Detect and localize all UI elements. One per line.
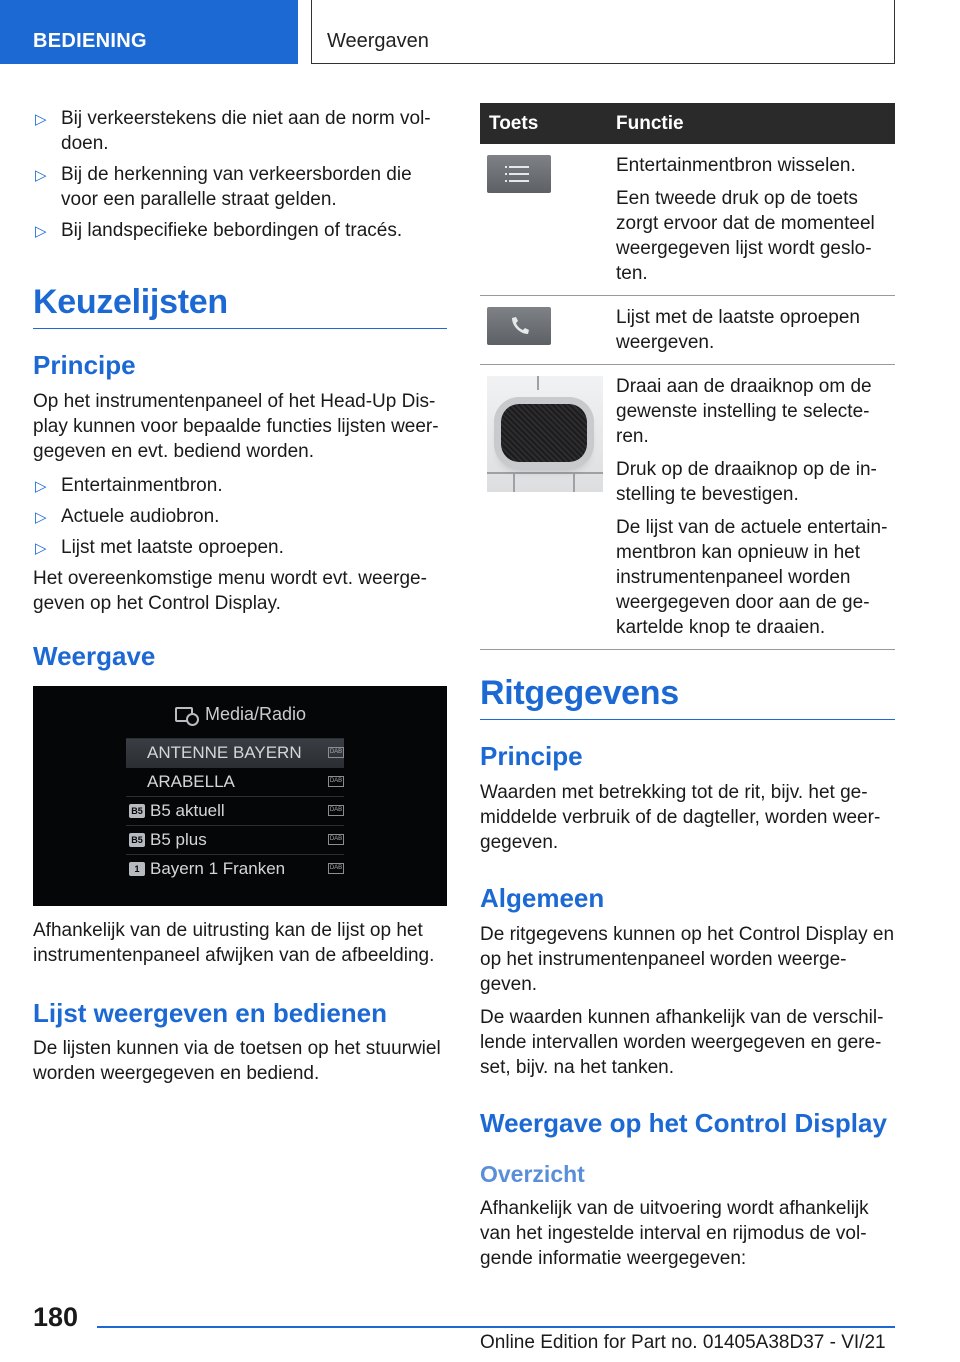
function-cell: Lijst met de laatste oproepen weergeven. — [616, 307, 860, 353]
heading-keuzelijsten: Keuzelijsten — [33, 283, 447, 329]
station-list — [126, 738, 344, 883]
table-row — [480, 144, 895, 296]
key-cell — [480, 374, 616, 640]
heading-weergave: Weergave — [33, 641, 156, 671]
key-function-table — [480, 103, 895, 650]
list-item: ▷ Bij verkeerstekens die niet aan de norm vol-doen. — [35, 108, 431, 154]
section-tab: BEDIENING — [0, 0, 298, 64]
heading-algemeen: Algemeen — [480, 883, 605, 913]
list-item: ▷ Bij de herkenning van verkeersborden die voor een parallelle straat gelden. — [35, 164, 412, 210]
left-column — [33, 106, 447, 249]
list-item: ▷ Entertainmentbron. — [33, 473, 447, 498]
algemeen-text-1: De ritgegevens kunnen op het Control Display en op het instrumentenpaneel worden weerge-geven. — [480, 924, 895, 995]
list-item: ▷ Bij landspecifieke bebordingen of tracés. — [33, 218, 447, 243]
station-row: B5 B5 aktuell DAB — [126, 796, 344, 825]
station-row: ANTENNE BAYERN DAB — [126, 738, 344, 767]
list-item: ▷ Actuele audiobron. — [33, 504, 447, 529]
station-logo-icon: 1 — [129, 862, 145, 876]
lijst-text: De lijsten kunnen via de toetsen op het stuurwiel worden weergegeven en bediend. — [33, 1038, 441, 1084]
menu-text: Het overeenkomstige menu wordt evt. weerge-geven op het Control Display. — [33, 568, 427, 614]
column-header-key: Toets — [489, 112, 539, 134]
heading-weergave-control-display: Weergave op het Control Display — [480, 1108, 887, 1138]
ritgegevens-section — [480, 741, 895, 1271]
dab-badge: DAB — [328, 747, 344, 758]
station-logo-icon: B5 — [129, 804, 145, 818]
algemeen-text-2: De waarden kunnen afhankelijk van de verschil-lende intervallen worden weergegeven en gere-set, bijv. na het tanken. — [480, 1007, 884, 1078]
triangle-bullet-icon: ▷ — [35, 223, 47, 240]
function-cell: Entertainmentbron wisselen. Een tweede druk op de toets zorgt ervoor dat de momenteel weergegeven lijst wordt geslo-ten. — [616, 155, 875, 284]
triangle-bullet-icon: ▷ — [35, 478, 47, 495]
figure-caption: Afhankelijk van de uitrusting kan de lijst op het instrumentenpaneel afwijken van de afbeelding. — [33, 920, 435, 966]
list-menu-icon — [487, 155, 551, 193]
station-row: B5 B5 plus DAB — [126, 825, 344, 854]
lijst-section — [33, 918, 447, 1086]
heading-lijst-weergeven: Lijst weergeven en bedienen — [33, 998, 387, 1028]
media-radio-screen — [33, 686, 447, 906]
principe-text: Op het instrumentenpaneel of het Head-Up Dis-play kunnen voor bepaalde functies lijsten weer-gegeven en evt. bediend worden. — [33, 391, 439, 462]
heading-principe-right: Principe — [480, 741, 583, 771]
heading-overzicht: Overzicht — [480, 1161, 585, 1187]
footer-edition: Online Edition for Part no. 01405A38D37 - VI/21 — [480, 1332, 886, 1353]
triangle-bullet-icon: ▷ — [35, 111, 47, 128]
station-logo-icon: B5 — [129, 833, 145, 847]
heading-ritgegevens: Ritgegevens — [480, 674, 895, 720]
principe-bullet-list — [33, 473, 447, 560]
principe-section — [33, 350, 447, 616]
list-item: ▷ Lijst met laatste oproepen. — [33, 535, 447, 560]
media-radio-icon — [175, 704, 197, 724]
key-cell — [480, 305, 616, 355]
page-number: 180 — [33, 1302, 79, 1332]
triangle-bullet-icon: ▷ — [35, 540, 47, 557]
bullet-list-top — [33, 106, 447, 243]
phone-icon — [487, 307, 551, 345]
screen-title: Media/Radio — [175, 702, 306, 726]
triangle-bullet-icon: ▷ — [35, 509, 47, 526]
table-row — [480, 365, 895, 650]
key-cell — [480, 153, 616, 286]
station-row: ARABELLA DAB — [126, 767, 344, 796]
triangle-bullet-icon: ▷ — [35, 167, 47, 184]
heading-principe: Principe — [33, 350, 136, 380]
dab-badge: DAB — [328, 776, 344, 787]
footer-rule — [97, 1326, 895, 1328]
overzicht-text: Afhankelijk van de uitvoering wordt afhankelijk van het ingestelde interval en rijmodus de vol-gende informatie weergegeven: — [480, 1198, 869, 1269]
dab-badge: DAB — [328, 805, 344, 816]
table-header — [480, 103, 895, 144]
table-row — [480, 296, 895, 365]
station-row: 1 Bayern 1 Franken DAB — [126, 854, 344, 883]
dab-badge: DAB — [328, 863, 344, 874]
chapter-title: Weergaven — [311, 0, 895, 64]
dab-badge: DAB — [328, 834, 344, 845]
ritgegevens-principe-text: Waarden met betrekking tot de rit, bijv. het ge-middelde verbruik of de dagteller, worden weer-gegeven. — [480, 782, 881, 853]
thumbwheel-photo — [487, 376, 603, 492]
function-cell: Draai aan de draaiknop om de gewenste instelling te selecte-ren. Druk op de draaiknop op de in-stelling te bevestigen. De lijst van de actuele entertain-mentbron kan opnieuw in het instrumentenpaneel worden weergegeven door aan de ge-kartelde knop te draaien. — [616, 376, 888, 638]
column-header-function: Functie — [616, 112, 684, 134]
